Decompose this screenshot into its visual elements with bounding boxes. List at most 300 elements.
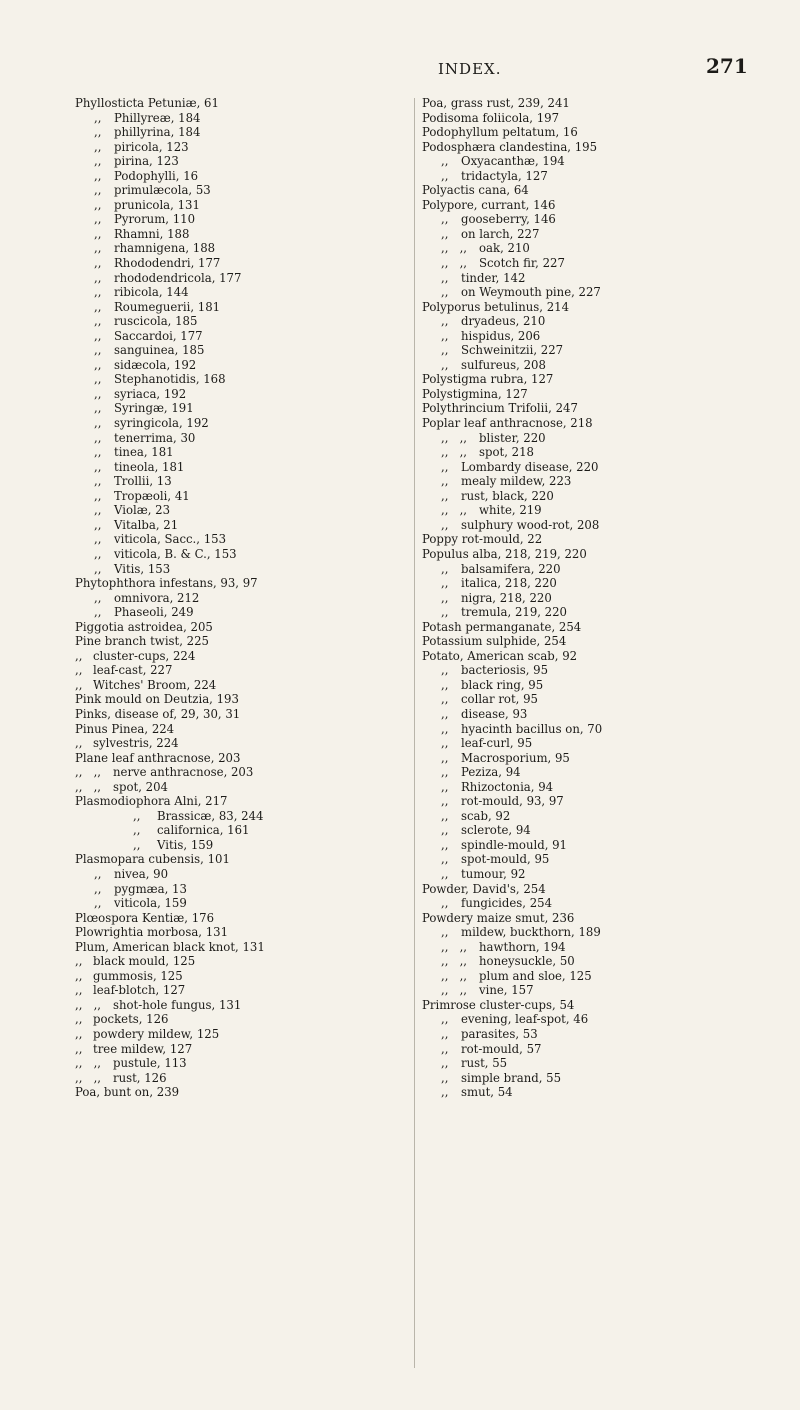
index-entry-text: cluster-cups, 224 — [93, 648, 196, 663]
ditto-mark: ,, — [94, 168, 102, 183]
index-entry-text: Podophylli, 16 — [114, 168, 199, 183]
index-entry-text: Populus alba, 218, 219, 220 — [422, 546, 587, 561]
index-entry-text: Piggotia astroidea, 205 — [75, 619, 213, 634]
index-entry-text: Powder, David's, 254 — [422, 881, 546, 896]
ditto-mark: ,, — [94, 881, 102, 896]
index-entry — [75, 765, 405, 780]
index-entry — [75, 591, 405, 606]
ditto-mark: ,, ,, — [441, 968, 468, 983]
ditto-mark: ,, ,, — [441, 503, 468, 518]
index-entry — [75, 460, 405, 475]
index-entry-text: tinea, 181 — [114, 445, 174, 460]
index-entry-text: gummosis, 125 — [93, 968, 183, 983]
index-entry — [422, 343, 762, 358]
ditto-mark: ,, ,, — [75, 997, 102, 1012]
index-entry — [422, 401, 762, 416]
index-entry — [422, 416, 762, 431]
index-entry — [422, 867, 762, 882]
ditto-mark: ,, — [441, 357, 449, 372]
index-entry-text: white, 219 — [479, 503, 542, 518]
ditto-mark: ,, — [94, 314, 102, 329]
ditto-mark: ,, — [441, 590, 449, 605]
index-entry — [75, 663, 405, 678]
index-entry-text: piricola, 123 — [114, 139, 189, 154]
index-entry-text: syringicola, 192 — [114, 416, 209, 431]
index-entry-text: Lombardy disease, 220 — [461, 459, 599, 474]
index-entry-text: rhododendricola, 177 — [114, 270, 242, 285]
index-entry — [75, 867, 405, 882]
index-entry-text: primulæcola, 53 — [114, 183, 211, 198]
index-entry — [75, 1056, 405, 1071]
index-entry — [422, 474, 762, 489]
index-entry — [422, 736, 762, 751]
index-entry — [422, 111, 762, 126]
ditto-mark: ,, — [75, 648, 83, 663]
page-number: 271 — [706, 54, 748, 78]
ditto-mark: ,, — [94, 285, 102, 300]
index-entry — [422, 940, 762, 955]
index-entry-text: mealy mildew, 223 — [461, 474, 572, 489]
index-entry — [422, 751, 762, 766]
index-entry — [422, 285, 762, 300]
index-entry — [422, 911, 762, 926]
index-entry — [75, 431, 405, 446]
index-entry — [75, 518, 405, 533]
index-entry-text: Schweinitzii, 227 — [461, 343, 564, 358]
index-entry-text: plum and sloe, 125 — [479, 968, 592, 983]
index-entry — [75, 692, 405, 707]
ditto-mark: ,, — [94, 590, 102, 605]
index-entry-text: tree mildew, 127 — [93, 1041, 193, 1056]
ditto-mark: ,, — [441, 808, 449, 823]
index-entry-text: Powdery maize smut, 236 — [422, 910, 575, 925]
index-entry-text: rot-mould, 57 — [461, 1041, 542, 1056]
ditto-mark: ,, — [94, 328, 102, 343]
index-entry-text: rhamnigena, 188 — [114, 241, 216, 256]
index-entry-text: shot-hole fungus, 131 — [113, 997, 242, 1012]
index-entry-text: on larch, 227 — [461, 226, 540, 241]
ditto-mark: ,, — [94, 561, 102, 576]
ditto-mark: ,, — [75, 983, 83, 998]
ditto-mark: ,, — [94, 445, 102, 460]
index-entry — [422, 954, 762, 969]
index-entry-text: Plane leaf anthracnose, 203 — [75, 750, 241, 765]
ditto-mark: ,, — [441, 343, 449, 358]
index-entry-text: Phaseoli, 249 — [114, 605, 194, 620]
ditto-mark: ,, ,, — [441, 983, 468, 998]
index-entry-text: Polythrincium Trifolii, 247 — [422, 401, 578, 416]
ditto-mark: ,, — [441, 852, 449, 867]
ditto-mark: ,, — [441, 1056, 449, 1071]
index-entry-text: pirina, 123 — [114, 154, 179, 169]
index-entry — [75, 605, 405, 620]
index-entry-text: fungicides, 254 — [461, 896, 553, 911]
index-entry — [422, 125, 762, 140]
index-entry — [422, 852, 762, 867]
index-entry — [75, 256, 405, 271]
ditto-mark: ,, — [94, 546, 102, 561]
index-entry-text: syriaca, 192 — [114, 386, 187, 401]
index-entry — [422, 227, 762, 242]
index-entry-text: Poplar leaf anthracnose, 218 — [422, 416, 593, 431]
index-entry-text: Pinus Pinea, 224 — [75, 721, 175, 736]
index-entry-text: rust, black, 220 — [461, 488, 554, 503]
index-entry-text: honeysuckle, 50 — [479, 954, 575, 969]
index-entry — [75, 358, 405, 373]
ditto-mark: ,, — [441, 750, 449, 765]
index-entry — [422, 794, 762, 809]
index-entry — [75, 809, 405, 824]
ditto-mark: ,, — [75, 1027, 83, 1041]
index-entry-text: hyacinth bacillus on, 70 — [461, 721, 603, 736]
index-entry-text: tridactyla, 127 — [461, 168, 548, 183]
index-entry-text: Tropæoli, 41 — [114, 488, 190, 503]
index-entry-text: viticola, 159 — [114, 896, 187, 911]
index-entry — [422, 503, 762, 518]
index-entry — [75, 852, 405, 867]
index-entry — [422, 1027, 762, 1042]
index-entry — [422, 765, 762, 780]
ditto-mark: ,, ,, — [75, 1056, 102, 1071]
ditto-mark: ,, — [75, 954, 83, 969]
ditto-mark: ,, — [75, 677, 83, 692]
index-entry-text: mildew, buckthorn, 189 — [461, 925, 601, 940]
column-divider — [414, 98, 415, 1368]
index-entry — [422, 169, 762, 184]
index-entry — [75, 489, 405, 504]
ditto-mark: ,, — [94, 183, 102, 198]
index-entry — [422, 620, 762, 635]
ditto-mark: ,, — [75, 663, 83, 678]
index-entry-text: Plœospora Kentiæ, 176 — [75, 910, 214, 925]
index-entry — [422, 387, 762, 402]
index-entry — [422, 692, 762, 707]
index-entry — [422, 329, 762, 344]
index-entry-text: Plasmopara cubensis, 101 — [75, 852, 230, 867]
ditto-mark: ,, — [441, 1041, 449, 1056]
index-entry — [75, 416, 405, 431]
ditto-mark: ,, — [441, 692, 449, 707]
index-entry — [422, 256, 762, 271]
index-entry-text: Pink mould on Deutzia, 193 — [75, 692, 239, 707]
index-entry-text: Syringæ, 191 — [114, 401, 194, 416]
index-entry — [75, 969, 405, 984]
index-entry — [422, 358, 762, 373]
ditto-mark: ,, — [94, 532, 102, 547]
ditto-mark: ,, — [441, 823, 449, 838]
index-entry — [422, 969, 762, 984]
index-entry-text: Podisoma foliicola, 197 — [422, 110, 560, 125]
index-entry — [75, 1012, 405, 1027]
ditto-mark: ,, ,, — [75, 779, 102, 794]
index-entry — [75, 140, 405, 155]
ditto-mark: ,, — [441, 226, 449, 241]
index-entry — [75, 562, 405, 577]
index-entry-text: Rhododendri, 177 — [114, 256, 221, 271]
index-entry — [422, 998, 762, 1013]
ditto-mark: ,, — [441, 154, 449, 169]
index-entry — [422, 576, 762, 591]
index-entry — [422, 1056, 762, 1071]
index-entry — [422, 678, 762, 693]
index-entry-text: phillyrina, 184 — [114, 125, 201, 140]
index-entry-text: Scotch fir, 227 — [479, 256, 565, 271]
index-entry — [75, 823, 405, 838]
ditto-mark: ,, — [94, 241, 102, 256]
ditto-mark: ,, — [133, 823, 141, 838]
index-entry — [422, 722, 762, 737]
index-entry-text: tumour, 92 — [461, 866, 526, 881]
index-entry — [422, 271, 762, 286]
ditto-mark: ,, — [441, 896, 449, 911]
index-entry — [422, 707, 762, 722]
index-entry-text: Witches' Broom, 224 — [93, 677, 217, 692]
ditto-mark: ,, — [133, 808, 141, 823]
index-entry — [422, 925, 762, 940]
index-entry-text: viticola, B. & C., 153 — [114, 546, 237, 561]
index-entry — [422, 838, 762, 853]
index-entry-text: viticola, Sacc., 153 — [114, 532, 227, 547]
index-entry — [422, 562, 762, 577]
ditto-mark: ,, — [441, 677, 449, 692]
ditto-mark: ,, — [441, 285, 449, 300]
ditto-mark: ,, ,, — [75, 1070, 102, 1085]
index-entry-text: nigra, 218, 220 — [461, 590, 552, 605]
index-entry-text: black mould, 125 — [93, 954, 196, 969]
ditto-mark: ,, ,, — [441, 430, 468, 445]
index-entry — [75, 343, 405, 358]
index-entry-text: scab, 92 — [461, 808, 511, 823]
index-entry-text: spot, 218 — [479, 445, 534, 460]
index-entry-text: Potassium sulphide, 254 — [422, 634, 567, 649]
ditto-mark: ,, ,, — [441, 241, 468, 256]
index-entry-text: Rhamni, 188 — [114, 226, 190, 241]
index-entry — [422, 489, 762, 504]
index-entry-text: Roumeguerii, 181 — [114, 299, 221, 314]
ditto-mark: ,, — [94, 197, 102, 212]
index-entry-text: Potato, American scab, 92 — [422, 648, 578, 663]
index-entry-text: Violæ, 23 — [114, 503, 171, 518]
index-entry-text: californica, 161 — [157, 823, 250, 838]
index-entry — [422, 372, 762, 387]
ditto-mark: ,, — [94, 110, 102, 125]
ditto-mark: ,, — [75, 1012, 83, 1027]
index-entry-text: parasites, 53 — [461, 1027, 538, 1041]
index-entry — [75, 212, 405, 227]
ditto-mark: ,, ,, — [441, 939, 468, 954]
index-entry — [75, 620, 405, 635]
index-entry-text: Brassicæ, 83, 244 — [157, 808, 264, 823]
ditto-mark: ,, — [441, 328, 449, 343]
index-entry — [75, 940, 405, 955]
index-entry — [75, 387, 405, 402]
index-entry-text: spindle-mould, 91 — [461, 837, 567, 852]
index-entry — [422, 547, 762, 562]
index-entry — [422, 140, 762, 155]
index-entry — [75, 547, 405, 562]
index-entry-text: powdery mildew, 125 — [93, 1027, 220, 1041]
index-entry-text: Polypore, currant, 146 — [422, 197, 556, 212]
index-entry — [422, 431, 762, 446]
index-entry — [422, 154, 762, 169]
index-entry — [75, 183, 405, 198]
ditto-mark: ,, — [441, 925, 449, 940]
index-entry-text: Polyporus betulinus, 214 — [422, 299, 570, 314]
ditto-mark: ,, — [441, 779, 449, 794]
index-entry-text: sylvestris, 224 — [93, 736, 179, 751]
index-entry — [75, 445, 405, 460]
index-entry-text: leaf-curl, 95 — [461, 736, 533, 751]
index-entry — [75, 576, 405, 591]
index-entry — [75, 794, 405, 809]
index-entry — [422, 591, 762, 606]
index-entry — [422, 183, 762, 198]
ditto-mark: ,, — [94, 896, 102, 911]
index-entry — [75, 372, 405, 387]
ditto-mark: ,, — [441, 663, 449, 678]
index-entry — [75, 401, 405, 416]
index-entry-text: rust, 55 — [461, 1056, 508, 1071]
index-entry — [422, 649, 762, 664]
ditto-mark: ,, — [94, 517, 102, 532]
index-entry — [75, 911, 405, 926]
index-entry-text: Peziza, 94 — [461, 765, 521, 780]
ditto-mark: ,, — [75, 736, 83, 751]
ditto-mark: ,, — [94, 139, 102, 154]
index-entry-text: italica, 218, 220 — [461, 576, 557, 591]
index-entry-text: balsamifera, 220 — [461, 561, 561, 576]
index-entry — [422, 896, 762, 911]
index-column-left — [75, 96, 405, 1100]
index-entry-text: hispidus, 206 — [461, 328, 541, 343]
ditto-mark: ,, — [75, 1041, 83, 1056]
ditto-mark: ,, — [441, 270, 449, 285]
index-entry-text: Polystigmina, 127 — [422, 386, 528, 401]
ditto-mark: ,, — [441, 605, 449, 620]
ditto-mark: ,, — [441, 794, 449, 809]
index-entry-text: hawthorn, 194 — [479, 939, 566, 954]
index-entry-text: tenerrima, 30 — [114, 430, 196, 445]
index-entry — [75, 751, 405, 766]
ditto-mark: ,, — [441, 837, 449, 852]
index-entry — [422, 663, 762, 678]
ditto-mark: ,, ,, — [441, 445, 468, 460]
index-entry-text: Trollii, 13 — [114, 474, 172, 489]
index-entry-text: Plowrightia morbosa, 131 — [75, 925, 229, 940]
ditto-mark: ,, — [441, 488, 449, 503]
index-entry — [75, 111, 405, 126]
index-entry-text: rust, 126 — [113, 1070, 167, 1085]
index-entry-text: Polyactis cana, 64 — [422, 183, 529, 198]
index-entry-text: sidæcola, 192 — [114, 357, 197, 372]
index-entry-text: pygmæa, 13 — [114, 881, 187, 896]
ditto-mark: ,, — [94, 430, 102, 445]
ditto-mark: ,, — [441, 576, 449, 591]
index-entry — [422, 823, 762, 838]
index-entry — [75, 96, 405, 111]
index-entry — [422, 241, 762, 256]
index-entry — [75, 125, 405, 140]
index-entry-text: Pinks, disease of, 29, 30, 31 — [75, 706, 241, 721]
index-entry-text: tinder, 142 — [461, 270, 526, 285]
ditto-mark: ,, — [94, 299, 102, 314]
index-entry-text: sclerote, 94 — [461, 823, 531, 838]
ditto-mark: ,, — [441, 1085, 449, 1100]
index-entry-text: evening, leaf-spot, 46 — [461, 1012, 589, 1027]
index-entry-text: sulphury wood-rot, 208 — [461, 517, 600, 532]
index-entry — [75, 271, 405, 286]
index-entry — [75, 532, 405, 547]
index-entry-text: Phillyreæ, 184 — [114, 110, 201, 125]
index-entry — [422, 198, 762, 213]
ditto-mark: ,, — [441, 517, 449, 532]
index-entry-text: on Weymouth pine, 227 — [461, 285, 601, 300]
ditto-mark: ,, — [441, 721, 449, 736]
ditto-mark: ,, — [441, 1027, 449, 1041]
ditto-mark: ,, — [94, 372, 102, 387]
index-entry-text: Poppy rot-mould, 22 — [422, 532, 543, 547]
ditto-mark: ,, — [441, 706, 449, 721]
index-entry — [75, 882, 405, 897]
ditto-mark: ,, — [441, 1012, 449, 1027]
ditto-mark: ,, — [94, 503, 102, 518]
index-entry-text: prunicola, 131 — [114, 197, 200, 212]
index-entry — [422, 1085, 762, 1100]
index-entry — [75, 329, 405, 344]
index-entry — [75, 503, 405, 518]
index-entry-text: gooseberry, 146 — [461, 212, 556, 227]
index-entry-text: Vitalba, 21 — [114, 517, 179, 532]
ditto-mark: ,, — [94, 459, 102, 474]
index-entry-text: Polystigma rubra, 127 — [422, 372, 554, 387]
index-entry — [75, 169, 405, 184]
ditto-mark: ,, — [441, 459, 449, 474]
index-entry — [75, 649, 405, 664]
index-entry-text: sanguinea, 185 — [114, 343, 205, 358]
index-entry — [75, 1085, 405, 1100]
index-entry — [422, 96, 762, 111]
index-entry-text: Oxyacanthæ, 194 — [461, 154, 565, 169]
index-entry-text: Podosphæra clandestina, 195 — [422, 139, 598, 154]
index-entry-text: Rhizoctonia, 94 — [461, 779, 554, 794]
index-entry-text: Primrose cluster-cups, 54 — [422, 997, 575, 1012]
index-entry — [422, 634, 762, 649]
ditto-mark: ,, — [441, 168, 449, 183]
index-entry-text: disease, 93 — [461, 706, 528, 721]
index-entry — [75, 954, 405, 969]
ditto-mark: ,, — [441, 765, 449, 780]
index-entry — [75, 634, 405, 649]
ditto-mark: ,, — [441, 1070, 449, 1085]
index-entry — [75, 285, 405, 300]
index-entry-text: simple brand, 55 — [461, 1070, 562, 1085]
ditto-mark: ,, — [75, 968, 83, 983]
index-entry — [75, 241, 405, 256]
ditto-mark: ,, — [94, 343, 102, 358]
index-entry-text: sulfureus, 208 — [461, 357, 546, 372]
index-entry — [75, 998, 405, 1013]
ditto-mark: ,, — [133, 837, 141, 852]
index-entry — [75, 300, 405, 315]
index-entry — [75, 1071, 405, 1086]
index-entry-text: Potash permanganate, 254 — [422, 619, 582, 634]
index-entry-text: Pine branch twist, 225 — [75, 634, 209, 649]
index-entry — [75, 736, 405, 751]
index-entry — [75, 838, 405, 853]
index-entry — [422, 809, 762, 824]
ditto-mark: ,, — [94, 154, 102, 169]
index-entry-text: Stephanotidis, 168 — [114, 372, 226, 387]
